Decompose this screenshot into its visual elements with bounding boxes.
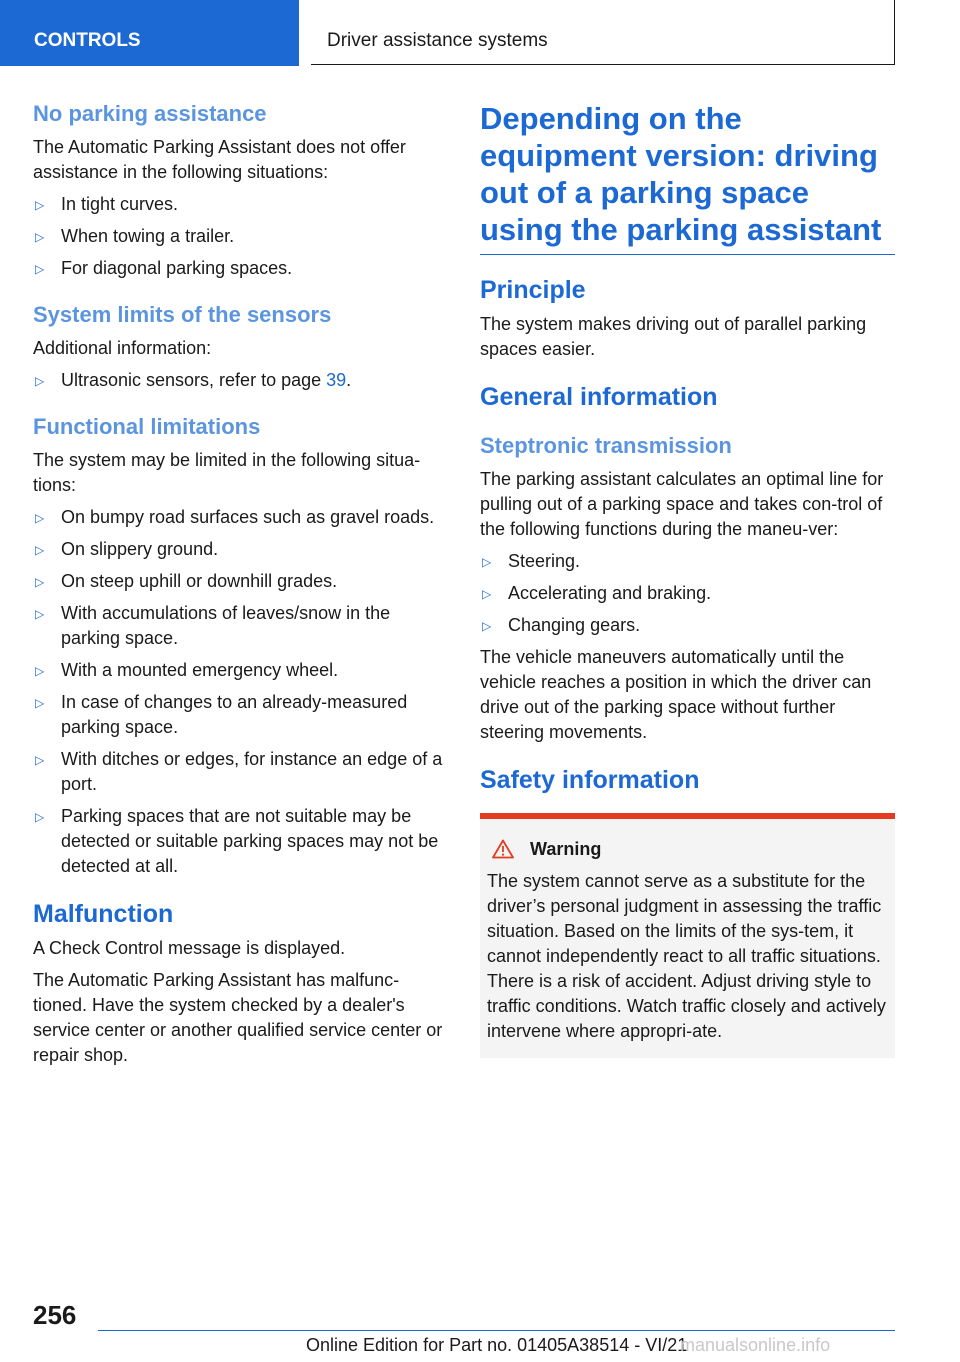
limits-list <box>33 505 445 879</box>
list-item: ▷ When towing a trailer. <box>35 226 235 246</box>
steptronic-text: The parking assistant calculates an optimal line for pulling out of a parking space and takes con-trol of the following functions during the maneu-ver: <box>480 469 884 539</box>
malfunction-p1: A Check Control message is displayed. <box>33 938 346 958</box>
heading-system-limits-sensors: System limits of the sensors <box>33 302 332 327</box>
list-item: ▷ With a mounted emergency wheel. <box>35 660 339 680</box>
triangle-right-icon: ▷ <box>482 587 492 601</box>
chapter-heading: Depending on the equipment version: driving out of a parking space using the parking assistant <box>480 100 895 255</box>
footer-divider <box>98 1330 895 1331</box>
triangle-right-icon: ▷ <box>482 619 492 633</box>
triangle-right-icon: ▷ <box>35 696 45 710</box>
triangle-right-icon: ▷ <box>35 664 45 678</box>
heading-functional-limitations: Functional limitations <box>33 414 261 439</box>
triangle-right-icon: ▷ <box>35 810 45 824</box>
list-item: ▷ Changing gears. <box>482 615 641 635</box>
no-assist-intro: The Automatic Parking Assistant does not offer assistance in the following situations: <box>33 137 406 182</box>
list-item: ▷ On bumpy road surfaces such as gravel roads. <box>35 507 435 527</box>
sensors-list <box>33 368 445 393</box>
header-section-tab: CONTROLS <box>0 0 299 66</box>
triangle-right-icon: ▷ <box>35 230 45 244</box>
steptronic-list <box>480 549 895 638</box>
principle-text: The system makes driving out of parallel parking spaces easier. <box>480 314 867 359</box>
triangle-right-icon: ▷ <box>35 575 45 589</box>
sensors-intro: Additional information: <box>33 338 212 358</box>
no-assist-list <box>33 192 445 281</box>
heading-malfunction: Malfunction <box>33 900 174 928</box>
header-chapter-title: Driver assistance systems <box>311 0 895 65</box>
warning-title: Warning <box>530 839 602 859</box>
malfunction-p2: The Automatic Parking Assistant has malfunc-tioned. Have the system checked by a dealer's service center or another qualified service center or repair shop. <box>33 970 443 1065</box>
list-item: ▷ For diagonal parking spaces. <box>35 258 293 278</box>
triangle-right-icon: ▷ <box>35 543 45 557</box>
page-reference-link[interactable]: 39 <box>326 370 347 390</box>
list-item: ▷ Steering. <box>482 551 581 571</box>
list-item: ▷ On slippery ground. <box>35 539 219 559</box>
list-item: ▷ In case of changes to an already-measured parking space. <box>35 692 408 737</box>
list-item: ▷ Parking spaces that are not suitable may be detected or suitable parking spaces may not be detected at all. <box>35 806 439 876</box>
right-column <box>480 100 895 1058</box>
warning-triangle-icon <box>492 839 514 859</box>
triangle-right-icon: ▷ <box>35 262 45 276</box>
list-item: ▷ Ultrasonic sensors, refer to page 39. <box>35 370 352 390</box>
list-item: ▷ In tight curves. <box>35 194 179 214</box>
limits-intro: The system may be limited in the following situa-tions: <box>33 450 421 495</box>
heading-no-parking-assistance: No parking assistance <box>33 101 267 126</box>
heading-safety-information: Safety information <box>480 766 700 794</box>
footer-edition: Online Edition for Part no. 01405A38514 - VI/21 <box>306 1335 688 1355</box>
left-column <box>33 100 445 1068</box>
list-item: ▷ With accumulations of leaves/snow in the parking space. <box>35 603 391 648</box>
triangle-right-icon: ▷ <box>482 555 492 569</box>
steptronic-after: The vehicle maneuvers automatically until the vehicle reaches a position in which the driver can drive out of the parking space without further steering movements. <box>480 647 872 742</box>
heading-principle: Principle <box>480 276 586 304</box>
triangle-right-icon: ▷ <box>35 511 45 525</box>
triangle-right-icon: ▷ <box>35 198 45 212</box>
triangle-right-icon: ▷ <box>35 374 45 388</box>
watermark-logo: manualsonline.info <box>680 1335 831 1355</box>
warning-title-row <box>487 837 888 861</box>
list-item: ▷ With ditches or edges, for instance an edge of a port. <box>35 749 443 794</box>
warning-box <box>480 813 895 1058</box>
page-number: 256 <box>33 1300 77 1330</box>
list-item: ▷ On steep uphill or downhill grades. <box>35 571 338 591</box>
triangle-right-icon: ▷ <box>35 753 45 767</box>
heading-steptronic: Steptronic transmission <box>480 433 732 458</box>
triangle-right-icon: ▷ <box>35 607 45 621</box>
heading-general-information: General information <box>480 383 718 411</box>
list-item: ▷ Accelerating and braking. <box>482 583 712 603</box>
warning-text: The system cannot serve as a substitute for the driver’s personal judgment in assessing the traffic situation. Based on the limits of the sys-tem, it cannot independently react to all traffic situations. There is a risk of accident. Adjust driving style to traffic conditions. Watch traffic closely and actively intervene where appropri-ate. <box>487 871 886 1041</box>
